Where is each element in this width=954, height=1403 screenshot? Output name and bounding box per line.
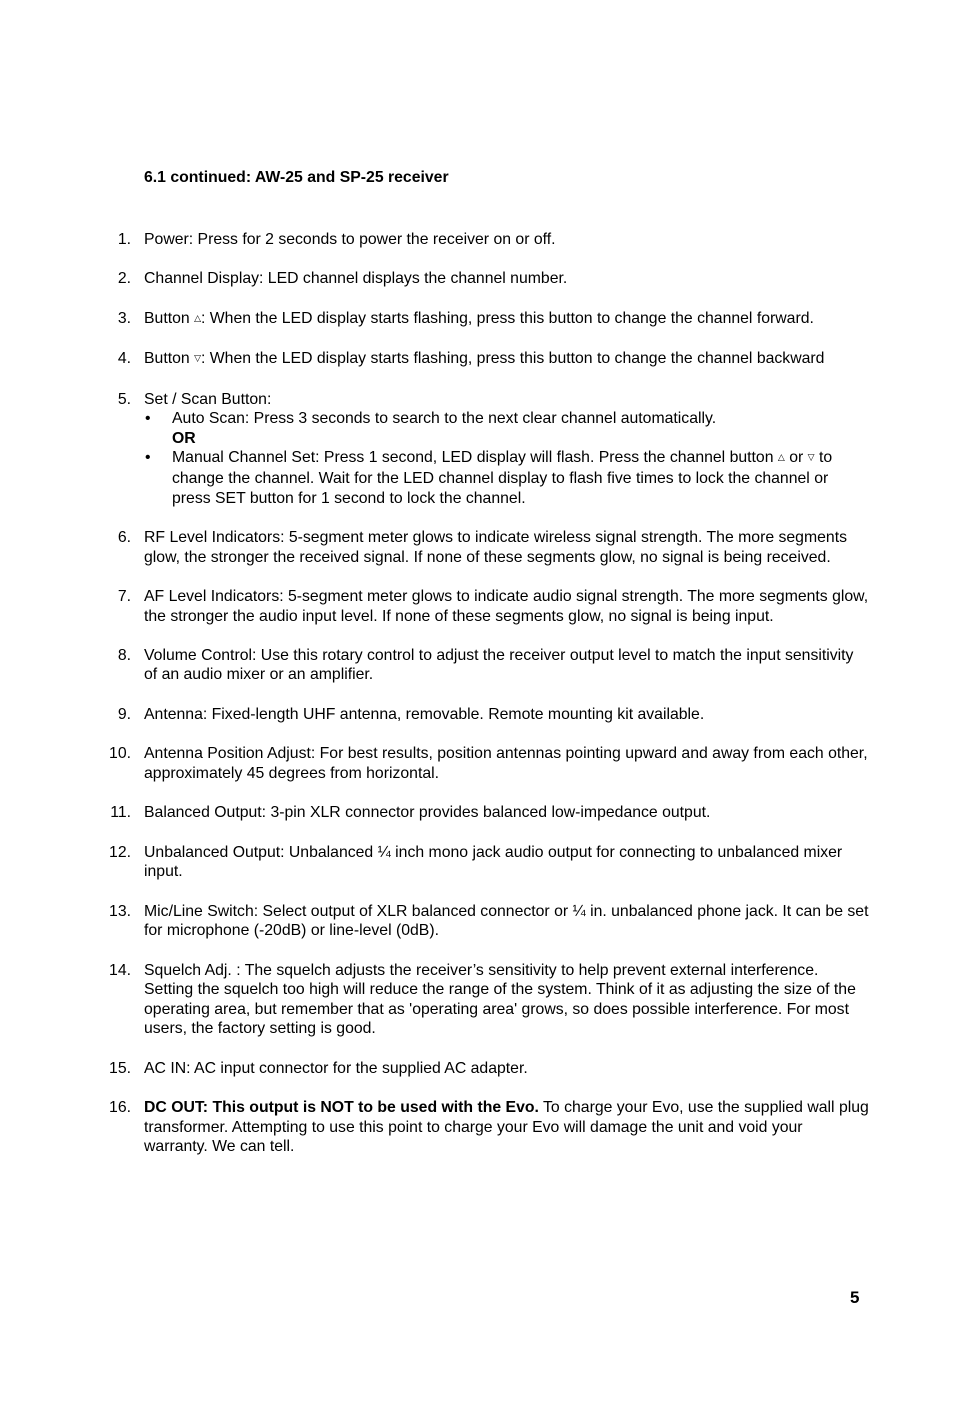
- or-label: [144, 429, 869, 449]
- item-prefix: Button: [144, 350, 195, 368]
- page-number: 5: [850, 1288, 860, 1307]
- or-text: OR: [172, 429, 196, 447]
- item-prefix: Button: [144, 309, 195, 327]
- list-item: [0, 1059, 869, 1079]
- item-text: : When the LED display starts flashing, press this button to change the channel backward: [200, 350, 825, 368]
- list-item: [0, 309, 869, 330]
- up-triangle-icon: △: [194, 313, 201, 324]
- item-text: Unbalanced Output: Unbalanced ¼ inch mono jack audio output for connecting to unbalanced mixer input.: [144, 843, 843, 881]
- bullet-text-or: or: [784, 449, 808, 467]
- list-item: [0, 587, 869, 626]
- item-number: 4.: [117, 350, 131, 368]
- item-number: 15.: [109, 1059, 131, 1077]
- bullet-text: Manual Channel Set: Press 1 second, LED display will flash. Press the channel button: [172, 449, 778, 467]
- bullet-list: [144, 409, 869, 508]
- item-number: 16.: [109, 1099, 131, 1117]
- item-number: 10.: [109, 745, 131, 763]
- feature-list: [0, 230, 954, 1177]
- item-number: 5.: [117, 390, 131, 408]
- item-text: Antenna: Fixed-length UHF antenna, removable. Remote mounting kit available.: [144, 705, 705, 723]
- list-item: [0, 390, 869, 509]
- item-text: AC IN: AC input connector for the supplied AC adapter.: [144, 1059, 528, 1077]
- bullet-item-auto-scan: [144, 409, 869, 429]
- bullet-icon: •: [145, 410, 151, 428]
- bullet-text-rest: to change the channel. Wait for the LED channel display to flash five times to lock the channel or press SET button for 1 second to lock the channel.: [172, 449, 833, 507]
- item-number: 13.: [109, 902, 131, 920]
- up-triangle-icon: △: [777, 453, 785, 464]
- list-item: [0, 843, 869, 882]
- item-text: Antenna Position Adjust: For best results, position antennas pointing upward and away from each other, approximately 45 degrees from horizontal.: [144, 745, 868, 782]
- list-item: [0, 349, 869, 370]
- down-triangle-icon: ▽: [194, 354, 201, 365]
- list-item: [0, 803, 869, 823]
- item-number: 12.: [109, 843, 131, 861]
- down-triangle-icon: ▽: [807, 453, 815, 464]
- list-item: [0, 528, 869, 567]
- item-text: Squelch Adj. : The squelch adjusts the receiver’s sensitivity to help prevent external interference. Setting the squelch too high will reduce the range of the system. Think of it as adjusting the size of the operating area, but remember that as 'operating area' grows, so does possible interference. For most users, the factory setting is good.: [144, 961, 856, 1038]
- item-text: RF Level Indicators: 5-segment meter glows to indicate wireless signal strength. The more segments glow, the stronger the received signal. If none of these segments glow, no signal is being received.: [144, 528, 847, 566]
- item-number: 3.: [117, 309, 131, 327]
- item-text: Channel Display: LED channel displays the channel number.: [144, 270, 568, 288]
- list-item: [0, 646, 869, 685]
- item-text: Balanced Output: 3-pin XLR connector provides balanced low-impedance output.: [144, 804, 711, 822]
- item-text: Set / Scan Button:: [144, 390, 272, 408]
- list-item: [0, 961, 869, 1039]
- list-item: [0, 269, 869, 289]
- bullet-item-manual-set: [144, 448, 869, 508]
- item-text: AF Level Indicators: 5-segment meter glows to indicate audio signal strength. The more segments glow, the stronger the audio input level. If none of these segments glow, no signal is being input.: [144, 587, 869, 625]
- list-item: [0, 744, 869, 783]
- item-number: 1.: [117, 231, 131, 248]
- item-number: 8.: [117, 646, 131, 664]
- item-number: 9.: [117, 705, 131, 723]
- item-warning-text: DC OUT: This output is NOT to be used with the Evo.: [144, 1099, 539, 1117]
- bullet-text: Auto Scan: Press 3 seconds to search to the next clear channel automatically.: [172, 410, 717, 428]
- list-item: [0, 1098, 869, 1157]
- item-text: : When the LED display starts flashing, press this button to change the channel forward.: [200, 309, 814, 327]
- item-text: To charge your Evo, use the supplied wall plug transformer. Attempting to use this point to charge your Evo will damage the unit and void your warranty. We can tell.: [144, 1099, 869, 1156]
- item-number: 6.: [117, 528, 131, 546]
- item-number: 7.: [117, 587, 131, 605]
- item-text: Mic/Line Switch: Select output of XLR balanced connector or ¼ in. unbalanced phone jack. It can be set for microphone (-20dB) or line-level (0dB).: [144, 902, 869, 940]
- bullet-icon: •: [145, 449, 151, 467]
- item-number: 2.: [117, 270, 131, 288]
- list-item: [0, 902, 869, 941]
- list-item: [0, 230, 869, 250]
- item-text: Volume Control: Use this rotary control to adjust the receiver output level to match the input sensitivity of an audio mixer or an amplifier.: [144, 646, 854, 684]
- item-text: Power: Press for 2 seconds to power the receiver on or off.: [144, 231, 556, 248]
- item-number: 11.: [110, 804, 131, 822]
- section-title: 6.1 continued: AW-25 and SP-25 receiver: [144, 169, 449, 186]
- item-number: 14.: [109, 961, 131, 979]
- list-item: [0, 705, 869, 725]
